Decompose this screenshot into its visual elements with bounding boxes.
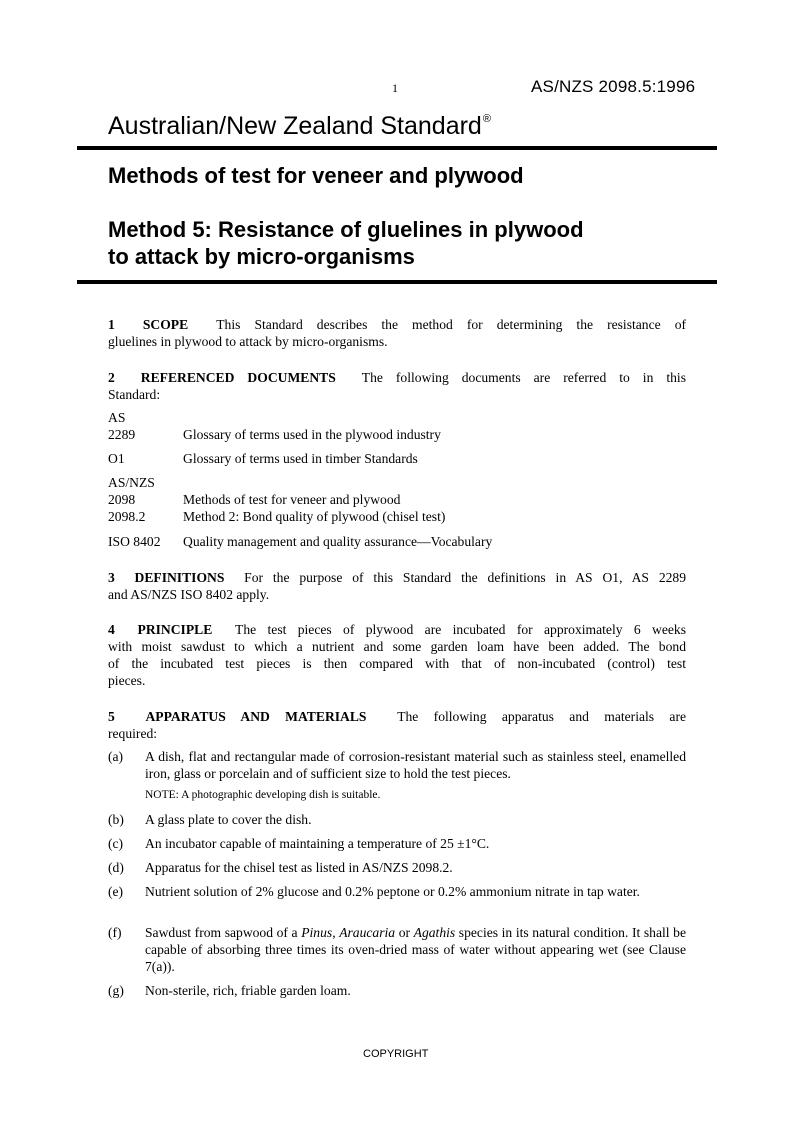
doc-title: Methods of test for veneer and plywood — [183, 492, 401, 507]
doc-row — [108, 533, 492, 550]
clause-heading: DEFINITIONS — [134, 570, 225, 585]
series-title: Methods of test for veneer and plywood — [108, 163, 524, 188]
clause-heading: REFERENCED DOCUMENTS — [140, 370, 336, 385]
list-item-text: A glass plate to cover the dish. — [145, 812, 312, 827]
list-item-text: Nutrient solution of 2% glucose and 0.2% peptone or 0.2% ammonium nitrate in tap water. — [145, 884, 640, 899]
doc-row — [108, 491, 400, 508]
list-item — [108, 811, 686, 828]
standard-code: AS/NZS 2098.5:1996 — [531, 77, 696, 96]
list-item-label: (e) — [108, 884, 124, 899]
note: NOTE: A photographic developing dish is suitable. — [145, 789, 381, 801]
list-item-label: (f) — [108, 925, 122, 940]
clause-text: The following apparatus and materials are — [397, 709, 687, 724]
clause-number: 2 — [108, 370, 115, 385]
clause-heading: SCOPE — [142, 317, 189, 332]
list-item — [108, 748, 686, 782]
list-item-label: (d) — [108, 860, 124, 875]
list-item — [108, 924, 686, 975]
list-item-label: (c) — [108, 836, 124, 851]
clause-text: gluelines in plywood to attack by micro-organisms. — [108, 334, 388, 349]
list-item-text: An incubator capable of maintaining a temperature of 25 ±1°C. — [145, 836, 490, 851]
method-title-line: to attack by micro-organisms — [108, 244, 415, 269]
clause-text: pieces. — [108, 673, 146, 688]
clause-number: 5 — [108, 709, 115, 724]
doc-group-prefix: AS/NZS — [108, 475, 155, 490]
clause-number: 4 — [108, 622, 115, 637]
clause-number: 1 — [108, 317, 115, 332]
list-item — [108, 859, 686, 876]
method-title-line: Method 5: Resistance of gluelines in plywood — [108, 217, 584, 242]
doc-code: 2098 — [108, 492, 136, 507]
list-item-text: Non-sterile, rich, friable garden loam. — [145, 983, 351, 998]
doc-code: 2098.2 — [108, 509, 146, 524]
copyright-footer: COPYRIGHT — [363, 1048, 429, 1060]
principle-clause — [108, 621, 686, 689]
doc-title: Glossary of terms used in the plywood industry — [183, 427, 441, 442]
species-name: Pinus — [301, 925, 333, 940]
species-name: Agathis — [413, 925, 456, 940]
clause-text: required: — [108, 726, 158, 741]
list-item-text: Sawdust from sapwood of a Pinus, Araucaria or Agathis species in its natural condition. It shall be capable of absorbing three times its oven-dried mass of water without appearing wet (see Clause 7(a)). — [145, 925, 686, 974]
list-item — [108, 883, 686, 900]
page-number: 1 — [392, 81, 398, 95]
clause-text: This Standard describes the method for determining the resistance of — [216, 317, 687, 332]
clause-text: and AS/NZS ISO 8402 apply. — [108, 587, 270, 602]
organisation-text: Australian/New Zealand Standard — [108, 112, 482, 140]
doc-group-prefix: AS — [108, 410, 126, 425]
doc-title: Glossary of terms used in timber Standards — [183, 451, 418, 466]
doc-row — [108, 450, 418, 467]
doc-row — [108, 508, 445, 525]
species-name: Araucaria — [339, 925, 396, 940]
doc-title: Quality management and quality assurance—Vocabulary — [183, 534, 493, 549]
doc-code: O1 — [108, 451, 125, 466]
list-item-text: A dish, flat and rectangular made of corrosion-resistant material such as stainless steel, enamelled iron, glass or porcelain and of sufficient size to hold the test pieces. — [145, 749, 686, 781]
definitions-clause — [108, 569, 686, 603]
doc-code: ISO 8402 — [108, 534, 161, 549]
list-item-label: (g) — [108, 983, 124, 998]
clause-text: Standard: — [108, 387, 161, 402]
list-item-label: (b) — [108, 812, 124, 827]
clause-text: of the incubated test pieces is then compared with that of non-incubated (control) test — [108, 656, 686, 671]
apparatus-clause — [108, 708, 686, 742]
doc-title: Method 2: Bond quality of plywood (chisel test) — [183, 509, 446, 524]
clause-number: 3 — [108, 570, 115, 585]
clause-text: The following documents are referred to in this — [361, 370, 686, 385]
doc-row — [108, 426, 441, 443]
clause-text: For the purpose of this Standard the definitions in AS O1, AS 2289 — [244, 570, 687, 585]
scope-clause — [108, 316, 686, 350]
list-item — [108, 835, 686, 852]
list-item-label: (a) — [108, 749, 124, 764]
doc-code: 2289 — [108, 427, 136, 442]
clause-heading: APPARATUS AND MATERIALS — [145, 709, 367, 724]
title-divider — [77, 280, 717, 284]
method-title — [108, 216, 708, 270]
clause-text: with moist sawdust to which a nutrient and some garden loam have been added. The bond — [108, 639, 686, 654]
clause-heading: PRINCIPLE — [137, 622, 213, 637]
referenced-documents-clause — [108, 369, 686, 403]
list-item-text: Apparatus for the chisel test as listed in AS/NZS 2098.2. — [145, 860, 453, 875]
standard-organisation-title — [108, 112, 491, 141]
clause-text: The test pieces of plywood are incubated for approximately 6 weeks — [235, 622, 687, 637]
top-divider — [77, 146, 717, 150]
registered-mark: ® — [482, 113, 491, 125]
list-item — [108, 982, 686, 999]
